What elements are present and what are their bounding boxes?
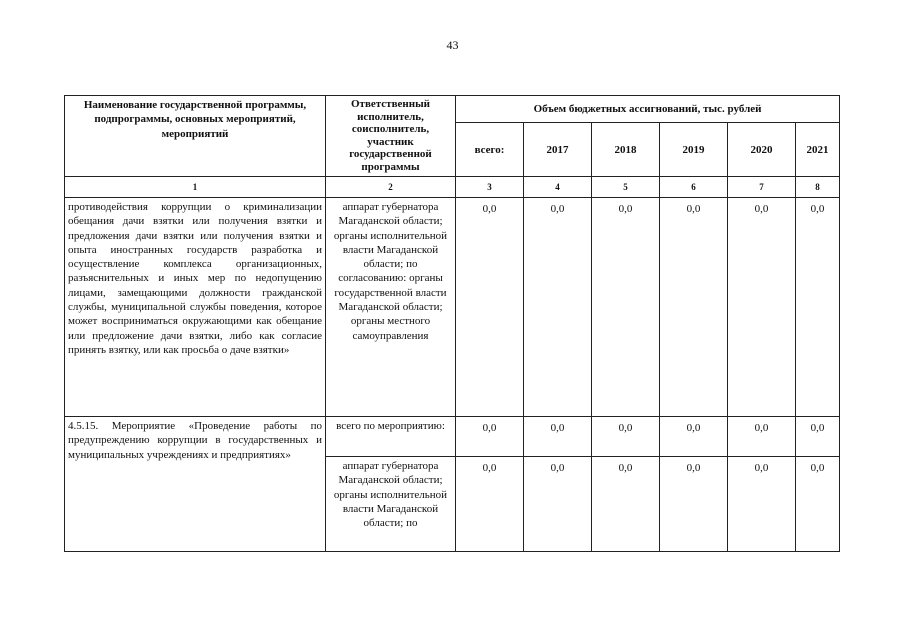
column-number: 4 xyxy=(524,177,592,198)
value-2021: 0,0 xyxy=(796,417,840,457)
column-number: 5 xyxy=(592,177,660,198)
value-2017: 0,0 xyxy=(524,198,592,417)
value-2020: 0,0 xyxy=(728,457,796,552)
value-2018: 0,0 xyxy=(592,417,660,457)
value-2018: 0,0 xyxy=(592,457,660,552)
value-2019: 0,0 xyxy=(660,457,728,552)
value-2019: 0,0 xyxy=(660,417,728,457)
value-2020: 0,0 xyxy=(728,417,796,457)
header-executor: Ответственный исполнитель, соисполнитель, участник государственной программы xyxy=(326,96,456,177)
header-budget-group: Объем бюджетных ассигнований, тыс. рублей xyxy=(456,96,840,123)
value-2021: 0,0 xyxy=(796,198,840,417)
row-name: противодействия коррупции о криминализации обещания дачи взятки или получения взятки и предложения дачи взятки или получения взятки и опыта иностранных государств разработка и осуществление комплекса организационных, разъяснительных и иных мер по недопущению лицами, замещающими должности гражданской службы, муниципальной службы поведения, которое может восприниматься окружающими как обещание или предложение дачи взятки, либо как согласие принять взятку, или как просьба о даче взятки» xyxy=(65,198,326,417)
column-number: 1 xyxy=(65,177,326,198)
column-number: 8 xyxy=(796,177,840,198)
value-total: 0,0 xyxy=(456,457,524,552)
table-row xyxy=(65,417,840,457)
header-year-2017: 2017 xyxy=(524,123,592,177)
row-executor: аппарат губернатора Магаданской области; органы исполнительной власти Магаданской области; по согласованию: органы государственной власти Магаданской области; органы местного самоуправления xyxy=(326,198,456,417)
value-2019: 0,0 xyxy=(660,198,728,417)
column-number-row xyxy=(65,177,840,198)
budget-table xyxy=(64,95,840,552)
value-total: 0,0 xyxy=(456,198,524,417)
row-executor: аппарат губернатора Магаданской области; органы исполнительной власти Магаданской области; по xyxy=(326,457,456,552)
header-year-2019: 2019 xyxy=(660,123,728,177)
value-2021: 0,0 xyxy=(796,457,840,552)
page-number: 43 xyxy=(446,38,459,52)
column-number: 7 xyxy=(728,177,796,198)
row-name: 4.5.15. Мероприятие «Проведение работы по предупреждению коррупции в государственных и муниципальных учреждениях и предприятиях» xyxy=(65,417,326,552)
value-2018: 0,0 xyxy=(592,198,660,417)
value-2020: 0,0 xyxy=(728,198,796,417)
header-total: всего: xyxy=(456,123,524,177)
column-number: 6 xyxy=(660,177,728,198)
table-row xyxy=(65,198,840,417)
header-year-2020: 2020 xyxy=(728,123,796,177)
value-total: 0,0 xyxy=(456,417,524,457)
header-year-2018: 2018 xyxy=(592,123,660,177)
value-2017: 0,0 xyxy=(524,417,592,457)
value-2017: 0,0 xyxy=(524,457,592,552)
header-name: Наименование государственной программы, подпрограммы, основных мероприятий, мероприятий xyxy=(65,96,326,177)
column-number: 3 xyxy=(456,177,524,198)
row-executor: всего по мероприятию: xyxy=(326,417,456,457)
column-number: 2 xyxy=(326,177,456,198)
header-year-2021: 2021 xyxy=(796,123,840,177)
